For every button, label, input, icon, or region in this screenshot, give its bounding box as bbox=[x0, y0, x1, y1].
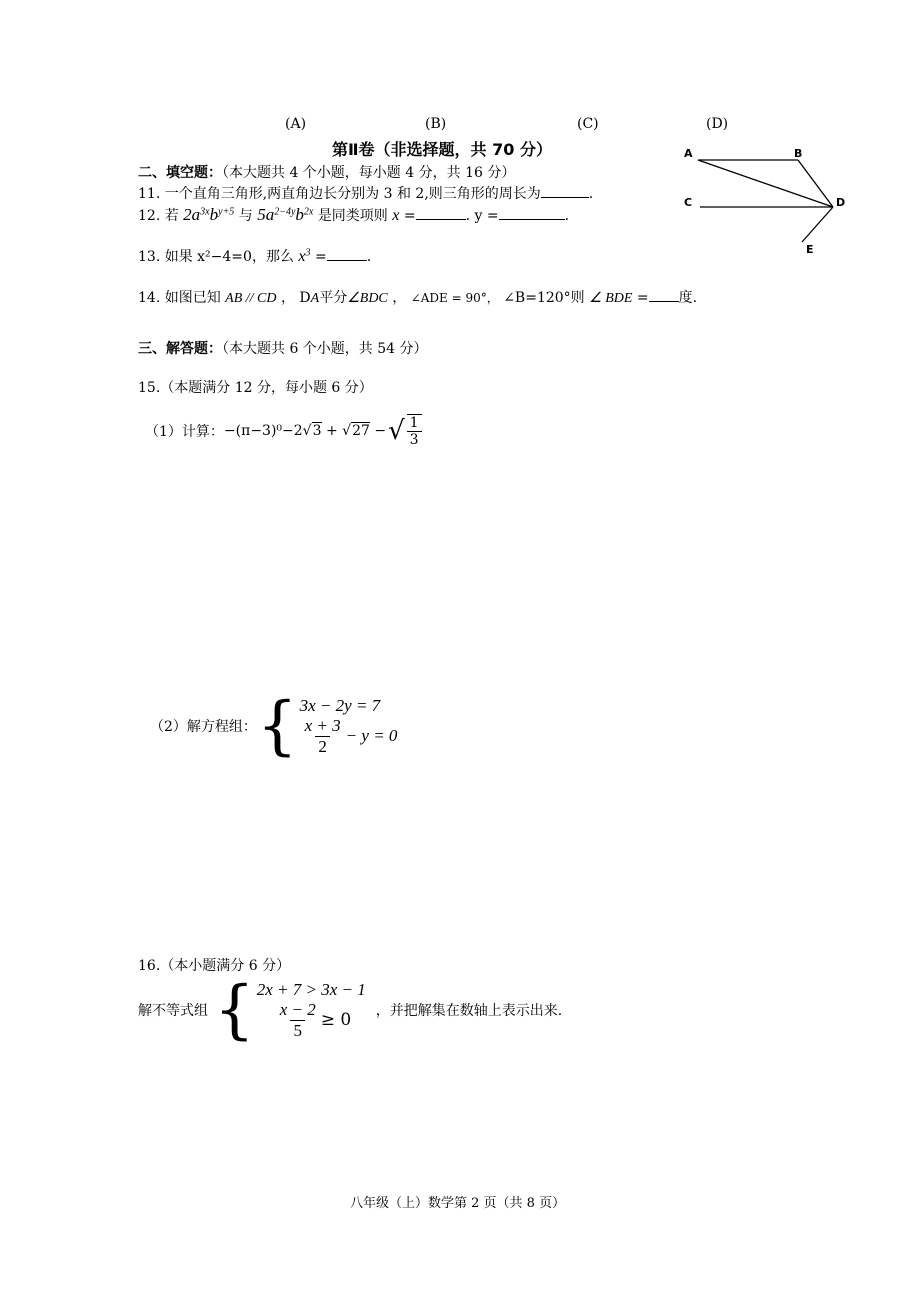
q16-body: 解不等式组 { 2x + 7 > 3x − 1 $\frac{x - 2}{5}$ ≥ 0 ，并把解集在数轴上表示出来. bbox=[138, 973, 563, 1047]
q12-same: 是同类项则 bbox=[317, 208, 388, 224]
q14-end: 度. bbox=[678, 290, 698, 306]
section-title: 第Ⅱ卷（非选择题，共 70 分） bbox=[332, 140, 552, 159]
q15-p2-label: （2）解方程组： bbox=[150, 719, 257, 735]
figure-label-a: A bbox=[684, 147, 693, 160]
q12-end: . bbox=[564, 208, 570, 224]
fill-header bbox=[138, 162, 515, 182]
q15-header: 15.（本题满分 12 分，每小题 6 分） bbox=[138, 380, 373, 396]
q15-brace: { bbox=[256, 689, 298, 763]
q12-num: 12. 若 bbox=[138, 208, 179, 224]
q14-blank bbox=[649, 289, 679, 302]
geometry-figure bbox=[678, 140, 848, 260]
option-c: (C) bbox=[577, 116, 599, 132]
question-14: 14. 如图已知 AB // CD ， DA平分∠BDC ， ∠ADE = 90°， ∠B=120°则 ∠ BDE = 度. bbox=[138, 290, 698, 306]
q16-ineq1: 2x + 7 > 3x − 1 bbox=[256, 979, 366, 999]
q14-bisect: 平分 bbox=[319, 290, 348, 306]
figure-label-b: B bbox=[794, 147, 803, 160]
q14-angle-ade: ∠ADE = 90°， bbox=[410, 291, 499, 305]
question-13: 13. 如果 x²−4=0，那么 $x^3$ = . bbox=[138, 247, 372, 265]
q11-end: . bbox=[588, 186, 594, 202]
q13-blank bbox=[327, 248, 367, 261]
figure-label-e: E bbox=[806, 243, 814, 256]
q15-eq1: 3x − 2y = 7 bbox=[299, 695, 381, 715]
solve-header-desc: （本大题共 6 个小题，共 54 分） bbox=[222, 341, 428, 357]
q16-header: 16.（本小题满分 6 分） bbox=[138, 958, 291, 974]
q12-blank-x bbox=[416, 207, 466, 220]
page-footer: 八年级（上）数学第 2 页（共 8 页） bbox=[350, 1196, 566, 1211]
q14-angle-b: ∠B=120°则 bbox=[503, 290, 585, 306]
option-b: (B) bbox=[425, 116, 447, 132]
fill-header-label: 二、填空题： bbox=[138, 165, 222, 181]
q16-brace: { bbox=[214, 973, 255, 1047]
q15-p1-label: （1）计算： bbox=[145, 424, 224, 440]
q15-eq2-tail: − y = 0 bbox=[345, 726, 398, 745]
question-12: 12. 若 $2a^{3x}b^{y+5}$ 与 $5a^{2-4y}b^{2x}$ 是同类项则 x = . y = . bbox=[138, 205, 570, 224]
q16-tail: ，并把解集在数轴上表示出来. bbox=[375, 1003, 563, 1019]
q11-text: 11. 一个直角三角形,两直角边长分别为 3 和 2,则三角形的周长为 bbox=[138, 186, 541, 202]
solve-header bbox=[138, 338, 428, 358]
q11-blank bbox=[541, 185, 589, 198]
figure-label-c: C bbox=[684, 196, 693, 209]
option-d: (D) bbox=[706, 116, 729, 132]
question-11 bbox=[138, 183, 593, 203]
fill-header-desc: （本大题共 4 个小题，每小题 4 分，共 16 分） bbox=[222, 165, 516, 181]
q15-p1-expr: −(π−3)⁰−2 bbox=[223, 423, 303, 439]
q12-blank-y bbox=[499, 207, 565, 220]
q15-part2: （2）解方程组： { 3x − 2y = 7 $\frac{x + 3}{2}$ − y = 0 bbox=[150, 689, 398, 763]
q15-part1: （1）计算： −(π−3)⁰−2 √3 + √27 − √ $\frac{1}{3}$ bbox=[145, 414, 424, 448]
q14-text: 14. 如图已知 bbox=[138, 290, 221, 306]
figure-label-d: D bbox=[836, 196, 846, 209]
q16-ineq2-tail: ≥ 0 bbox=[320, 1010, 352, 1030]
q13-end: . bbox=[366, 249, 372, 265]
q16-label: 解不等式组 bbox=[138, 1003, 208, 1019]
q13-text: 13. 如果 x²−4=0，那么 bbox=[138, 249, 294, 265]
solve-header-label: 三、解答题： bbox=[138, 341, 222, 357]
q14-bde: ∠ BDE bbox=[589, 291, 633, 306]
option-a: (A) bbox=[285, 116, 307, 132]
